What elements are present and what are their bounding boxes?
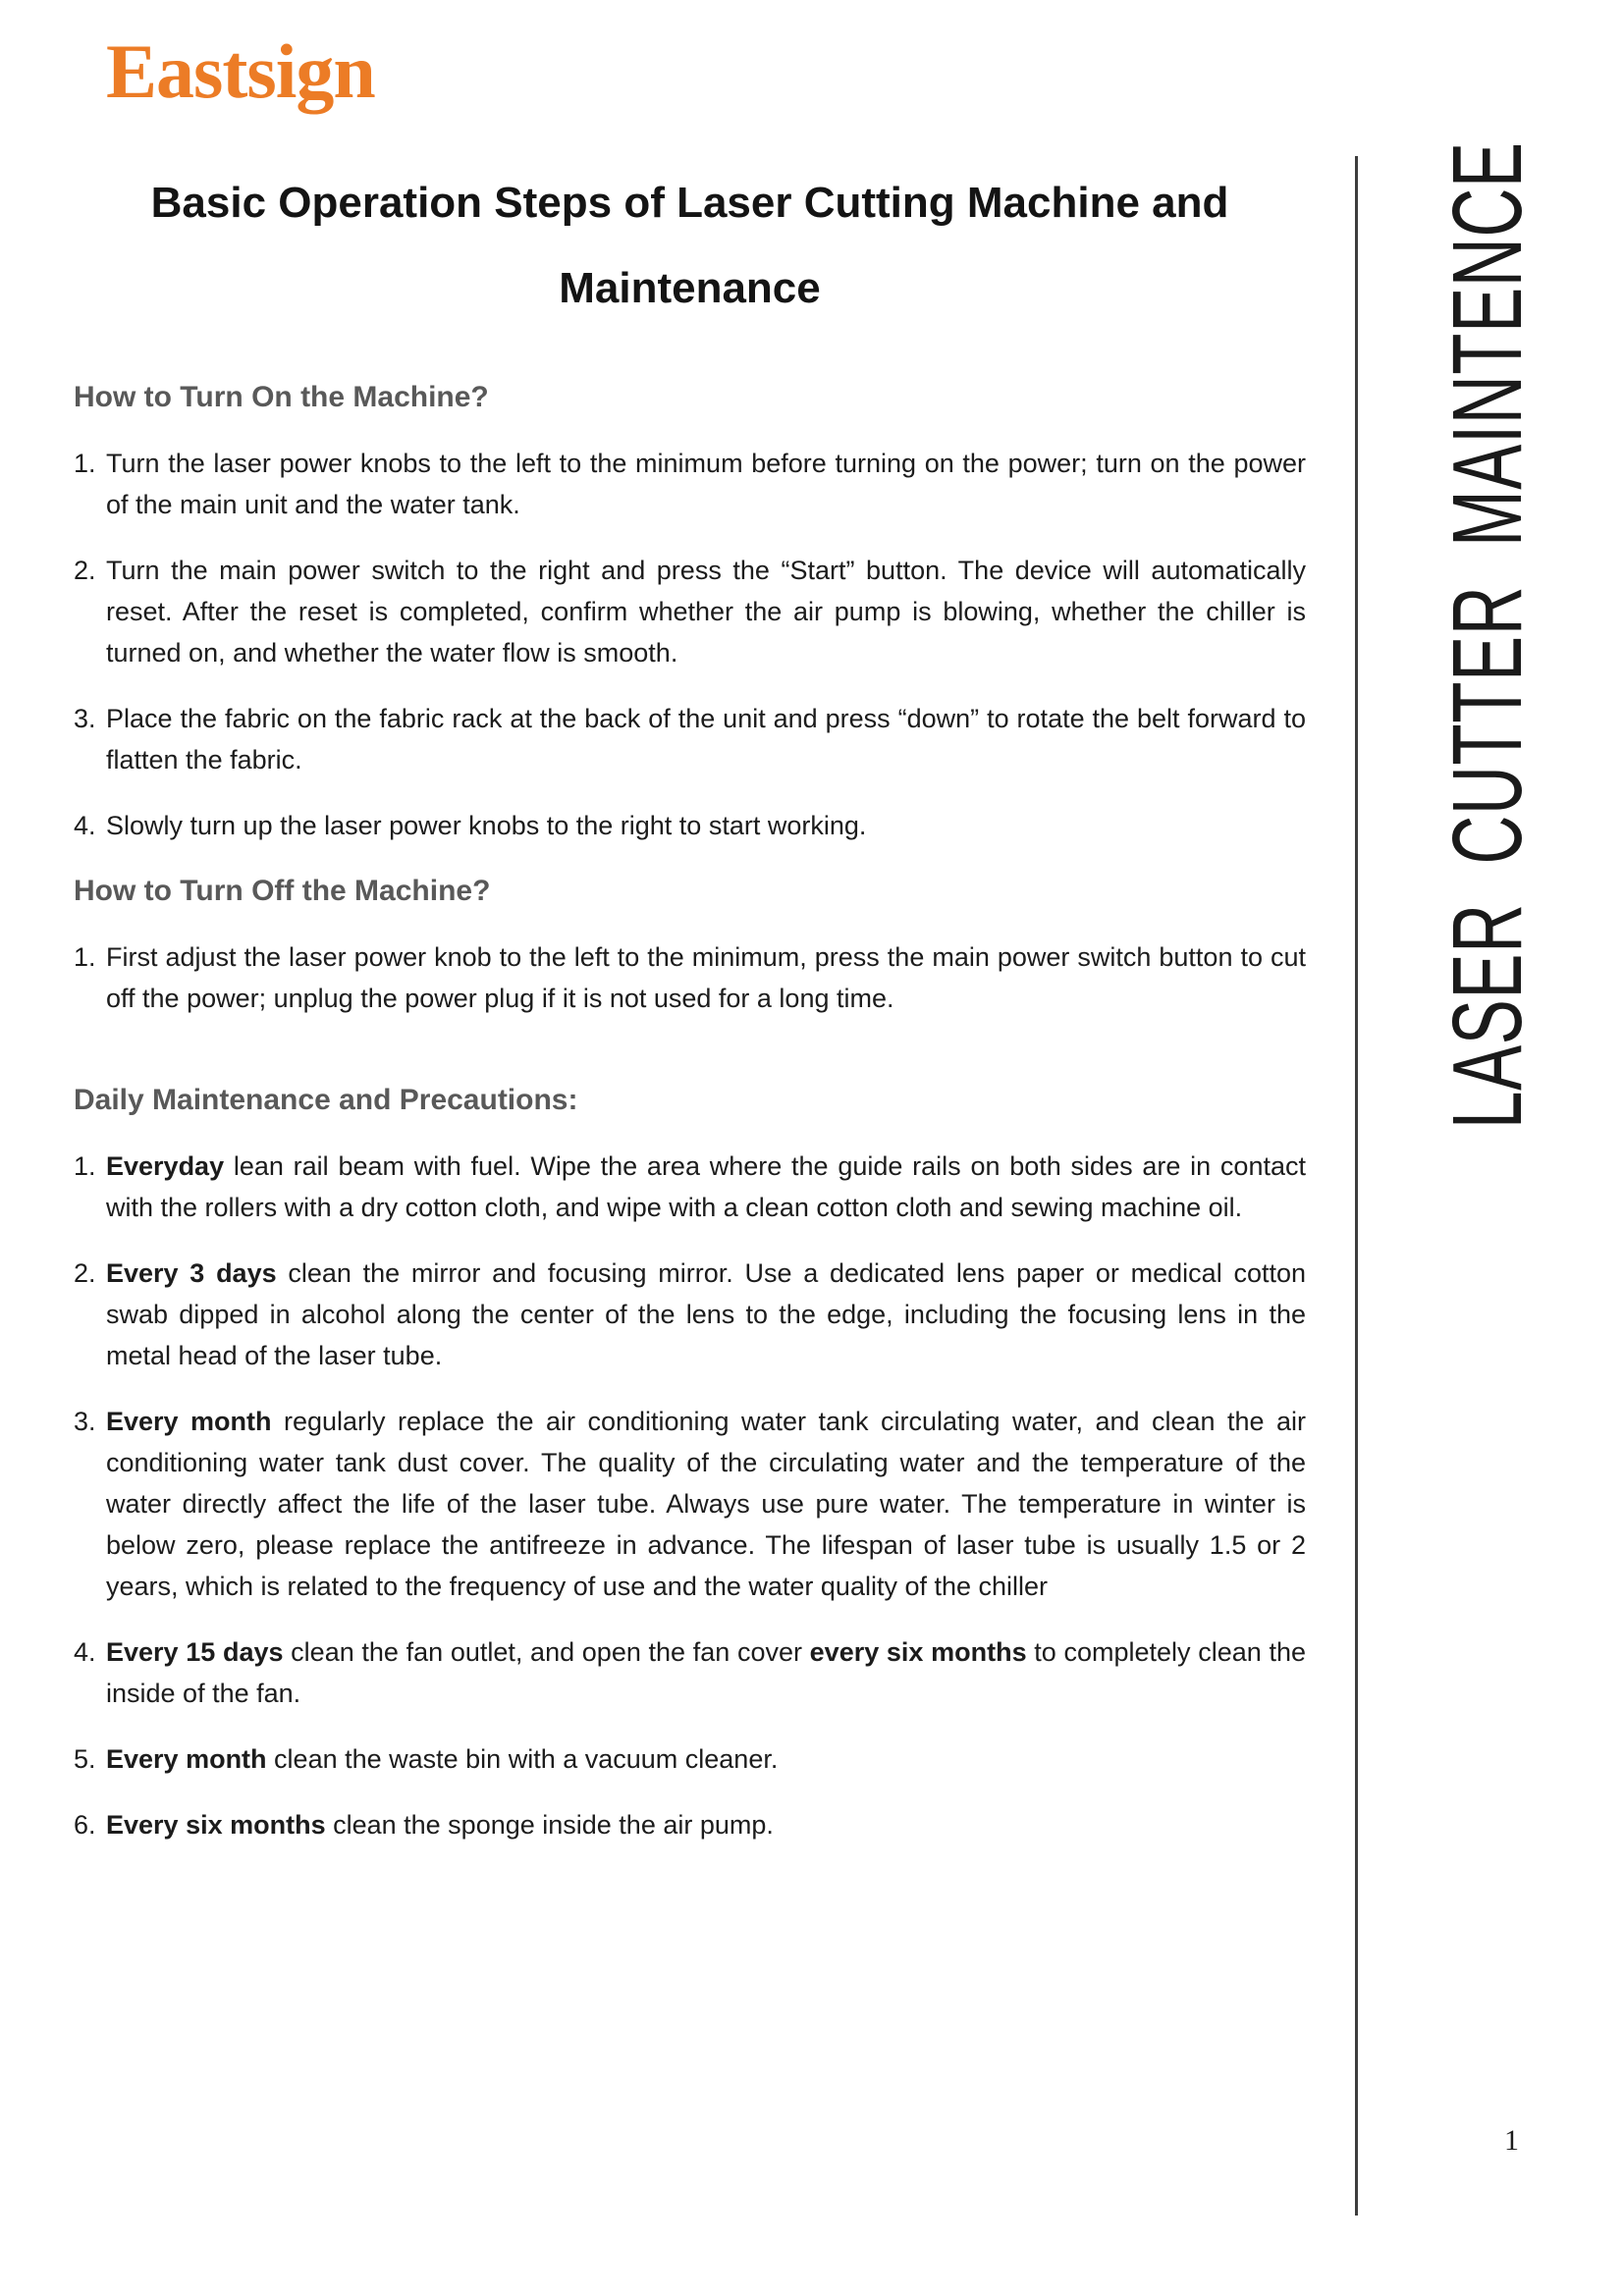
section bbox=[74, 377, 1306, 871]
text-run: Every 15 days bbox=[106, 1637, 284, 1667]
list-item bbox=[74, 1804, 1306, 1845]
list-item-number: 1. bbox=[74, 942, 96, 972]
text-run: Turn the main power switch to the right and press the “Start” button. The device will automatically reset. After the reset is completed, confirm whether the air pump is blowing, whether the chiller is turned on, and whether the water flow is smooth. bbox=[106, 556, 1306, 667]
title-line-1: Basic Operation Steps of Laser Cutting Machine and bbox=[150, 179, 1229, 227]
list-item-text bbox=[106, 1631, 1306, 1714]
text-run: Every month bbox=[106, 1744, 267, 1774]
page-number: 1 bbox=[1504, 2124, 1519, 2157]
list-item bbox=[74, 550, 1306, 673]
text-run: clean the sponge inside the air pump. bbox=[325, 1810, 774, 1840]
sidebar-divider-line bbox=[1355, 156, 1358, 2216]
text-run: clean the fan outlet, and open the fan cover bbox=[283, 1637, 810, 1667]
text-run: Turn the laser power knobs to the left to the minimum before turning on the power; turn on the power of the main unit and the water tank. bbox=[106, 449, 1306, 519]
list-item-text bbox=[106, 698, 1306, 780]
list-item-text bbox=[106, 936, 1306, 1019]
list-item-number: 2. bbox=[74, 1258, 96, 1288]
list-item-text bbox=[106, 550, 1306, 673]
list-item-number: 2. bbox=[74, 556, 96, 585]
list-item-text bbox=[106, 1804, 1306, 1845]
text-run: clean the mirror and focusing mirror. Use a dedicated lens paper or medical cotton swab dipped in alcohol along the center of the lens to the edge, including the focusing lens in the metal head of the laser tube. bbox=[106, 1258, 1306, 1370]
list-item-text bbox=[106, 1738, 1306, 1780]
list-item-number: 3. bbox=[74, 1407, 96, 1436]
list-item-number: 6. bbox=[74, 1810, 96, 1840]
document-title bbox=[74, 160, 1306, 331]
list-item-text bbox=[106, 805, 1306, 846]
text-run: every six months bbox=[809, 1637, 1027, 1667]
list-item bbox=[74, 936, 1306, 1019]
list-item-text bbox=[106, 1146, 1306, 1228]
section bbox=[74, 1043, 1306, 1870]
list-item-number: 4. bbox=[74, 1637, 96, 1667]
text-run: Every 3 days bbox=[106, 1258, 277, 1288]
text-run: Every month bbox=[106, 1407, 272, 1436]
list-item bbox=[74, 805, 1306, 846]
text-run: clean the waste bin with a vacuum cleaner. bbox=[266, 1744, 779, 1774]
text-run: Place the fabric on the fabric rack at the back of the unit and press “down” to rotate the belt forward to flatten the fabric. bbox=[106, 704, 1306, 774]
text-run: to completely clean the inside of the fan. bbox=[106, 1637, 1306, 1708]
text-run: lean rail beam with fuel. Wipe the area where the guide rails on both sides are in contact with the rollers with a dry cotton cloth, and wipe with a clean cotton cloth and sewing machine oil. bbox=[106, 1151, 1306, 1222]
list-item-number: 1. bbox=[74, 1151, 96, 1181]
title-line-2: Maintenance bbox=[559, 264, 821, 312]
list-item bbox=[74, 1738, 1306, 1780]
text-run: First adjust the laser power knob to the left to the minimum, press the main power switch button to cut off the power; unplug the power plug if it is not used for a long time. bbox=[106, 942, 1306, 1013]
list-item bbox=[74, 1253, 1306, 1376]
section bbox=[74, 871, 1306, 1043]
document-body bbox=[74, 377, 1306, 1870]
list-item bbox=[74, 1146, 1306, 1228]
list-item-number: 4. bbox=[74, 811, 96, 840]
list-item bbox=[74, 443, 1306, 525]
list-item bbox=[74, 1631, 1306, 1714]
text-run: Slowly turn up the laser power knobs to the right to start working. bbox=[106, 811, 867, 840]
brand-logo: Eastsign bbox=[106, 28, 375, 114]
section-heading: Daily Maintenance and Precautions: bbox=[74, 1084, 578, 1116]
list-item-text bbox=[106, 1401, 1306, 1607]
list-item-number: 1. bbox=[74, 449, 96, 478]
list-item bbox=[74, 698, 1306, 780]
text-run: Everyday bbox=[106, 1151, 225, 1181]
section-heading: How to Turn Off the Machine? bbox=[74, 875, 491, 907]
list-item-text bbox=[106, 1253, 1306, 1376]
text-run: regularly replace the air conditioning water tank circulating water, and clean the air conditioning water tank dust cover. The quality of the circulating water and the temperature of the water directly affect the life of the laser tube. Always use pure water. The temperature in winter is below zero, please replace the antifreeze in advance. The lifespan of laser tube is usually 1.5 or 2 years, which is related to the frequency of use and the water quality of the chiller bbox=[106, 1407, 1306, 1601]
list-item-text bbox=[106, 443, 1306, 525]
text-run: Every six months bbox=[106, 1810, 326, 1840]
section-heading: How to Turn On the Machine? bbox=[74, 381, 489, 413]
sidebar-vertical-label: LASER CUTTER MAINTENCE bbox=[1433, 141, 1542, 1129]
list-item-number: 3. bbox=[74, 704, 96, 733]
list-item-number: 5. bbox=[74, 1744, 96, 1774]
list-item bbox=[74, 1401, 1306, 1607]
